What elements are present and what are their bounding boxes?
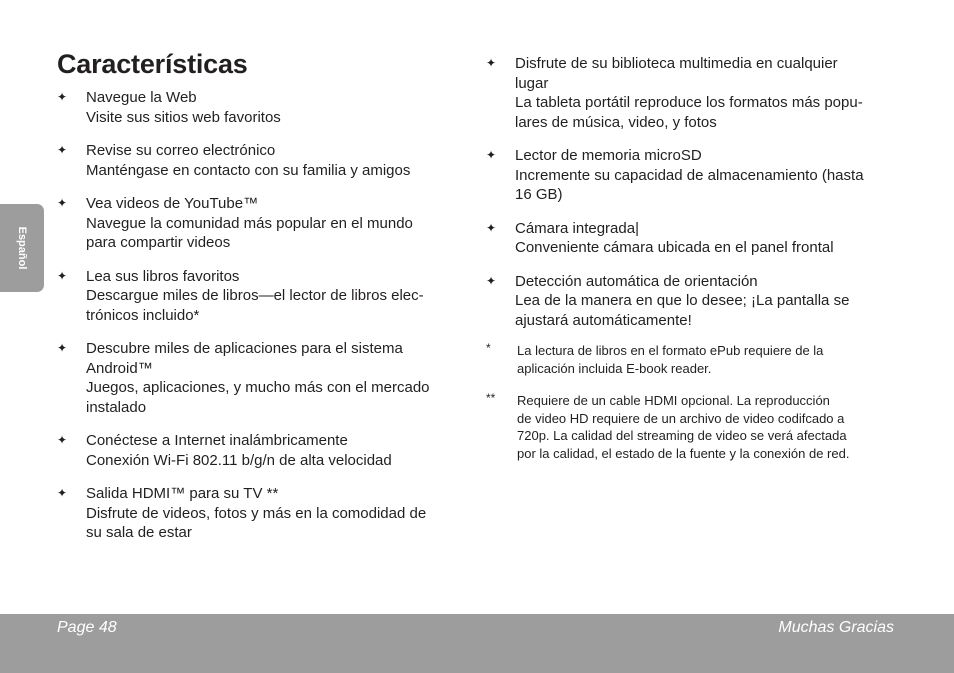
footnote-line: La lectura de libros en el formato ePub requiere de la bbox=[517, 343, 824, 358]
page-number: Page 48 bbox=[57, 619, 117, 636]
footnote bbox=[486, 392, 901, 462]
page-title: Características bbox=[57, 49, 248, 79]
star-bullet-icon: ✦ bbox=[57, 341, 68, 355]
star-bullet-icon: ✦ bbox=[57, 433, 68, 447]
star-bullet-icon: ✦ bbox=[486, 56, 497, 70]
left-feature-list bbox=[57, 88, 462, 557]
feature-description-line: Navegue la comunidad más popular en el mundo bbox=[86, 214, 413, 232]
feature-description-line: Incremente su capacidad de almacenamiento (hasta bbox=[515, 166, 864, 184]
feature-description-line: trónicos incluido* bbox=[86, 306, 200, 324]
language-side-tab bbox=[0, 204, 44, 292]
feature-description-line: Disfrute de videos, fotos y más en la comodidad de bbox=[86, 504, 427, 522]
feature-description-line: Android™ bbox=[86, 359, 153, 377]
feature-item bbox=[57, 141, 462, 180]
footnote-mark: * bbox=[486, 341, 491, 355]
feature-item bbox=[486, 54, 901, 132]
feature-item bbox=[486, 272, 901, 331]
star-bullet-icon: ✦ bbox=[486, 273, 497, 288]
footnote-line: aplicación incluida E-book reader. bbox=[517, 360, 712, 376]
footer-thanks: Muchas Gracias bbox=[778, 619, 894, 636]
footnote-line: por la calidad, el estado de la fuente y la conexión de red. bbox=[517, 445, 850, 461]
feature-item bbox=[486, 146, 901, 205]
star-bullet-icon: ✦ bbox=[57, 486, 68, 500]
feature-item bbox=[57, 484, 462, 543]
page-footer bbox=[0, 614, 954, 673]
star-bullet-icon: ✦ bbox=[57, 268, 68, 283]
star-bullet-icon: ✦ bbox=[486, 148, 497, 162]
feature-item bbox=[57, 88, 462, 127]
footnote-line: 720p. La calidad del streaming de video se verá afectada bbox=[517, 428, 847, 443]
feature-heading: Revise su correo electrónico bbox=[86, 142, 276, 159]
feature-item bbox=[486, 219, 901, 258]
feature-heading: Detección automática de orientación bbox=[515, 272, 758, 290]
feature-description-line: La tableta portátil reproduce los formatos más popu- bbox=[515, 94, 863, 111]
feature-item bbox=[57, 194, 462, 253]
footnote bbox=[486, 342, 901, 377]
language-label: Español bbox=[16, 226, 28, 270]
feature-description-line: lugar bbox=[515, 74, 549, 92]
star-bullet-icon: ✦ bbox=[57, 143, 68, 157]
feature-heading: Descubre miles de aplicaciones para el sistema bbox=[86, 340, 403, 357]
star-bullet-icon: ✦ bbox=[57, 196, 68, 210]
feature-heading: Disfrute de su biblioteca multimedia en cualquier bbox=[515, 55, 838, 72]
feature-description-line: 16 GB) bbox=[515, 186, 563, 203]
footnotes bbox=[486, 342, 901, 462]
star-bullet-icon: ✦ bbox=[57, 90, 68, 104]
feature-description-line: para compartir videos bbox=[86, 234, 231, 251]
footnote-line: Requiere de un cable HDMI opcional. La reproducción bbox=[517, 393, 830, 408]
right-column bbox=[486, 54, 901, 477]
footnote-mark: ** bbox=[486, 391, 496, 405]
feature-description-line: lares de música, video, y fotos bbox=[515, 113, 717, 131]
feature-description-line: Conveniente cámara ubicada en el panel frontal bbox=[515, 239, 834, 256]
feature-heading: Lector de memoria microSD bbox=[515, 147, 702, 164]
feature-description-line: Manténgase en contacto con su familia y amigos bbox=[86, 161, 411, 179]
feature-description-line: su sala de estar bbox=[86, 524, 192, 541]
feature-description-line: Visite sus sitios web favoritos bbox=[86, 108, 281, 126]
feature-description-line: Conexión Wi-Fi 802.11 b/g/n de alta velocidad bbox=[86, 451, 392, 469]
feature-item bbox=[57, 339, 462, 417]
footnote-line: de video HD requiere de un archivo de video codifcado a bbox=[517, 410, 845, 426]
feature-description-line: Lea de la manera en que lo desee; ¡La pantalla se bbox=[515, 292, 850, 309]
feature-item bbox=[57, 267, 462, 326]
feature-heading: Cámara integrada| bbox=[515, 219, 639, 237]
feature-description-line: ajustará automáticamente! bbox=[515, 311, 692, 329]
feature-description-line: instalado bbox=[86, 398, 147, 416]
feature-description-line: Descargue miles de libros—el lector de libros elec- bbox=[86, 287, 424, 304]
star-bullet-icon: ✦ bbox=[486, 220, 497, 235]
feature-heading: Navegue la Web bbox=[86, 89, 197, 106]
feature-heading: Conéctese a Internet inalámbricamente bbox=[86, 432, 348, 449]
feature-description-line: Juegos, aplicaciones, y mucho más con el mercado bbox=[86, 379, 430, 396]
feature-heading: Salida HDMI™ para su TV ** bbox=[86, 485, 279, 502]
feature-heading: Vea videos de YouTube™ bbox=[86, 195, 259, 212]
right-feature-list bbox=[486, 54, 901, 330]
feature-heading: Lea sus libros favoritos bbox=[86, 267, 240, 285]
feature-item bbox=[57, 431, 462, 470]
